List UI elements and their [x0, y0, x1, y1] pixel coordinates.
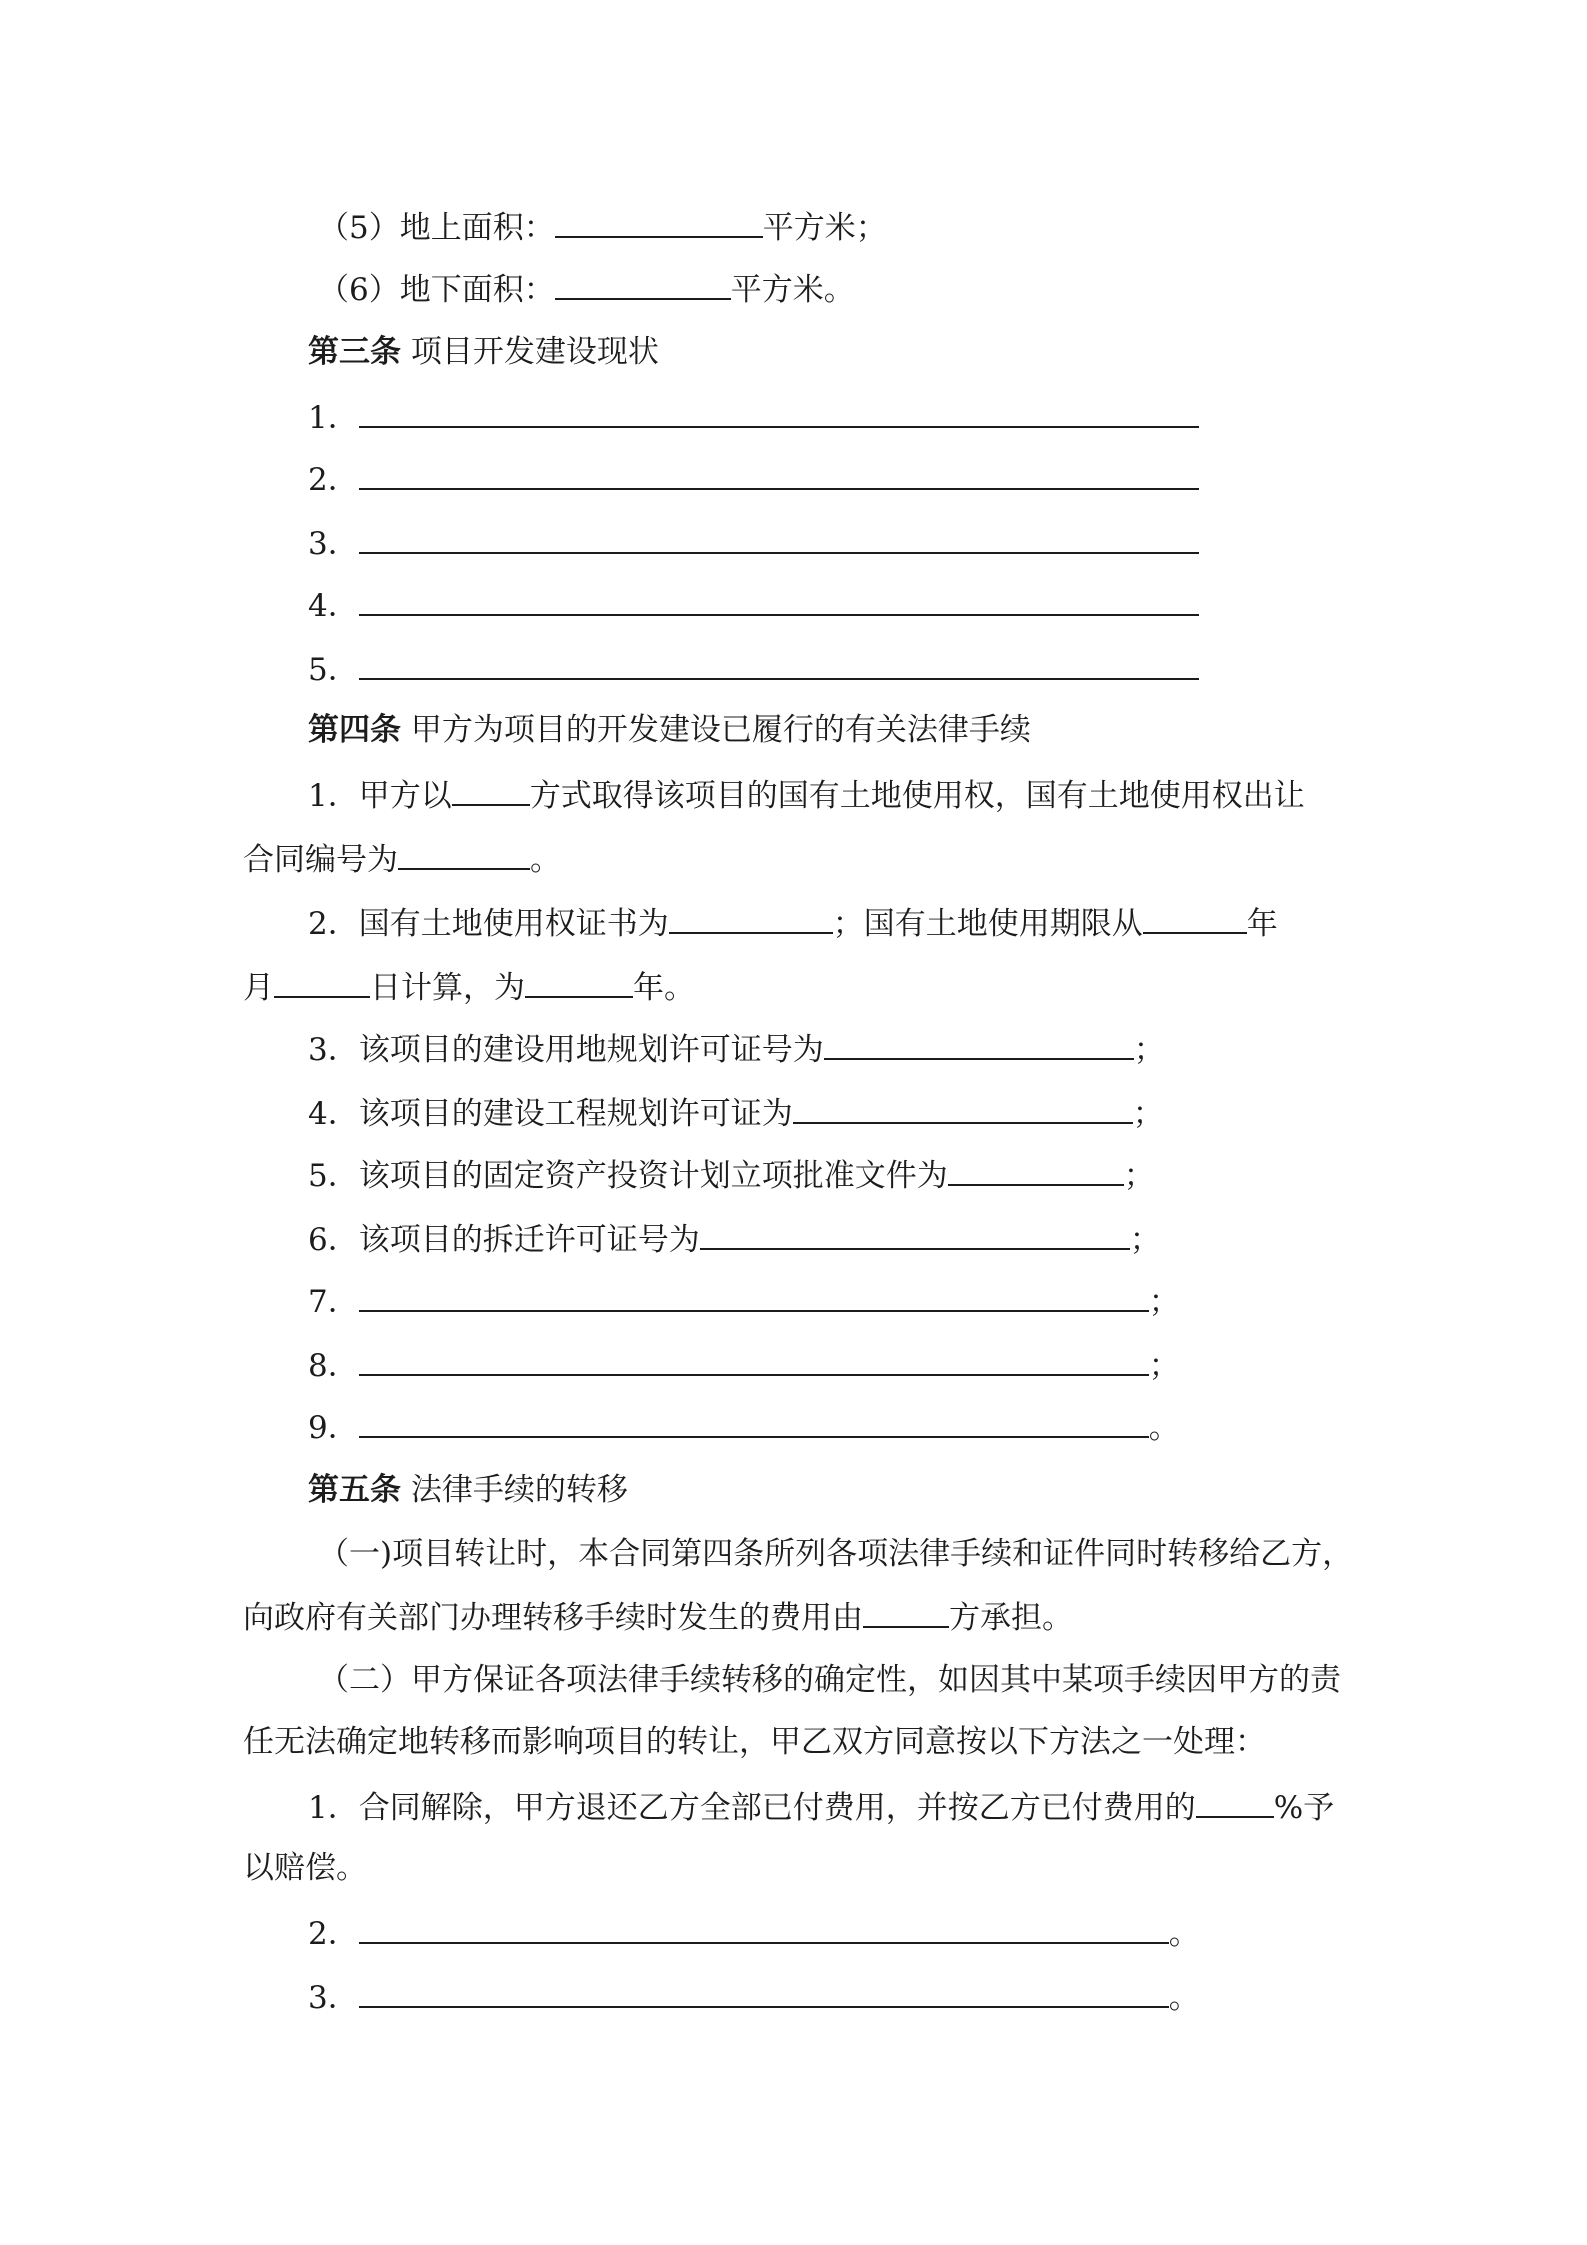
article3-item-blank[interactable]	[359, 458, 1199, 490]
article3-item-number: 2．	[308, 462, 359, 498]
article4-item9-blank[interactable]	[359, 1406, 1149, 1438]
article5-heading: 第五条	[308, 1472, 401, 1508]
year-label: 年	[1246, 906, 1278, 942]
article5-para1-text-end: 方承担。	[949, 1600, 1073, 1636]
article5-option2-blank[interactable]	[359, 1912, 1169, 1944]
article5-option3	[308, 1976, 1200, 2018]
land-planning-permit-label: 3．该项目的建设用地规划许可证号为	[308, 1032, 824, 1068]
article3-item	[308, 458, 1199, 500]
article3-item-number: 5．	[308, 652, 359, 688]
demolition-permit-blank[interactable]	[700, 1218, 1130, 1250]
item-number: 8．	[308, 1348, 359, 1384]
article5-para2-line2	[243, 1722, 1266, 1762]
day-label: 日计算，为	[370, 970, 525, 1006]
item-number: 9．	[308, 1410, 359, 1446]
item-number: 2．	[308, 1916, 359, 1952]
article5-para1-line1	[318, 1534, 1353, 1574]
article3-item	[308, 396, 1199, 438]
article5-option1-text-end: 以赔偿。	[243, 1850, 367, 1886]
term-years-blank[interactable]	[525, 966, 633, 998]
article4-heading: 第四条	[308, 712, 401, 748]
article5-option1-line2	[243, 1848, 367, 1888]
semicolon: ；	[1129, 1222, 1161, 1258]
article4-item1-line1	[308, 774, 1305, 816]
article4-item1-text-cont: 方式取得该项目的国有土地使用权，国有土地使用权出让	[529, 778, 1305, 814]
article5-option2	[308, 1912, 1200, 1954]
above-ground-area-label: （5）地上面积：	[318, 210, 555, 246]
article4-item8	[308, 1344, 1180, 1386]
investment-approval-blank[interactable]	[948, 1154, 1124, 1186]
land-term-label: ；国有土地使用期限从	[832, 906, 1143, 942]
article4-item1-line2	[243, 838, 561, 880]
below-ground-area-line	[318, 268, 855, 310]
period-mark: 。	[1148, 1410, 1180, 1446]
article4-item9	[308, 1406, 1180, 1448]
article5-para1-line2	[243, 1596, 1073, 1638]
land-planning-permit-blank[interactable]	[824, 1028, 1134, 1060]
article5-para2-text: （二）甲方保证各项法律手续转移的确定性，如因其中某项手续因甲方的责	[318, 1662, 1341, 1698]
semicolon: ；	[1148, 1284, 1180, 1320]
item-number: 3．	[308, 1980, 359, 2016]
article4-item7-blank[interactable]	[359, 1280, 1149, 1312]
article3-item	[308, 648, 1199, 690]
article5-para2-text-cont: 任无法确定地转移而影响项目的转让，甲乙双方同意按以下方法之一处理：	[243, 1724, 1266, 1760]
above-ground-area-unit: 平方米；	[762, 210, 887, 246]
below-ground-area-unit: 平方米。	[730, 272, 855, 308]
article3-heading: 第三条	[308, 334, 401, 370]
article3-title-line	[308, 332, 659, 372]
semicolon: ；	[1148, 1348, 1180, 1384]
article4-item2-line2	[243, 966, 695, 1008]
article5-para1-text-cont: 向政府有关部门办理转移手续时发生的费用由	[243, 1600, 863, 1636]
article5-option1-text: 1．合同解除，甲方退还乙方全部已付费用，并按乙方已付费用的	[308, 1790, 1196, 1826]
period-mark: 。	[1168, 1980, 1200, 2016]
month-label: 月	[243, 970, 274, 1006]
article4-item8-blank[interactable]	[359, 1344, 1149, 1376]
article3-item-number: 1．	[308, 400, 359, 436]
below-ground-area-label: （6）地下面积：	[318, 272, 555, 308]
semicolon: ；	[1132, 1096, 1164, 1132]
article4-item1-text: 1．甲方以	[308, 778, 452, 814]
percent-label: %予	[1273, 1790, 1335, 1826]
demolition-permit-label: 6．该项目的拆迁许可证号为	[308, 1222, 700, 1258]
term-start-month-blank[interactable]	[274, 966, 370, 998]
article3-item	[308, 522, 1199, 564]
article4-item7	[308, 1280, 1180, 1322]
construction-permit-blank[interactable]	[793, 1092, 1133, 1124]
article3-item-number: 3．	[308, 526, 359, 562]
article4-title-line	[308, 710, 1031, 750]
article3-item-blank[interactable]	[359, 648, 1199, 680]
article4-item2-line1	[308, 902, 1278, 944]
land-acquisition-method-blank[interactable]	[452, 774, 530, 806]
contract-number-label: 合同编号为	[243, 842, 398, 878]
semicolon: ；	[1123, 1158, 1155, 1194]
item-number: 7．	[308, 1284, 359, 1320]
land-certificate-blank[interactable]	[669, 902, 833, 934]
article3-title: 项目开发建设现状	[410, 334, 659, 370]
article3-item	[308, 584, 1199, 626]
construction-permit-label: 4．该项目的建设工程规划许可证为	[308, 1096, 793, 1132]
article3-item-blank[interactable]	[359, 396, 1199, 428]
article3-item-blank[interactable]	[359, 522, 1199, 554]
years-label: 年。	[633, 970, 695, 1006]
article5-title: 法律手续的转移	[410, 1472, 628, 1508]
transfer-fee-party-blank[interactable]	[863, 1596, 949, 1628]
semicolon: ；	[1133, 1032, 1165, 1068]
article3-item-blank[interactable]	[359, 584, 1199, 616]
compensation-percent-blank[interactable]	[1196, 1786, 1274, 1818]
land-certificate-label: 2．国有土地使用权证书为	[308, 906, 669, 942]
article4-item5	[308, 1154, 1155, 1196]
period-mark: 。	[1168, 1916, 1200, 1952]
article3-item-number: 4．	[308, 588, 359, 624]
period-mark: 。	[530, 842, 561, 878]
article5-para1-text: （一)项目转让时，本合同第四条所列各项法律手续和证件同时转移给乙方，	[318, 1536, 1354, 1572]
contract-number-blank[interactable]	[398, 838, 530, 870]
below-ground-area-blank[interactable]	[555, 268, 731, 300]
article5-title-line	[308, 1470, 628, 1510]
article4-title: 甲方为项目的开发建设已履行的有关法律手续	[410, 712, 1031, 748]
article4-item3	[308, 1028, 1165, 1070]
article5-para2-line1	[318, 1660, 1341, 1700]
term-start-year-blank[interactable]	[1143, 902, 1247, 934]
article5-option3-blank[interactable]	[359, 1976, 1169, 2008]
investment-approval-label: 5．该项目的固定资产投资计划立项批准文件为	[308, 1158, 948, 1194]
above-ground-area-blank[interactable]	[555, 206, 763, 238]
article4-item6	[308, 1218, 1161, 1260]
article5-option1-line1	[308, 1786, 1334, 1828]
article4-item4	[308, 1092, 1164, 1134]
above-ground-area-line	[318, 206, 887, 248]
